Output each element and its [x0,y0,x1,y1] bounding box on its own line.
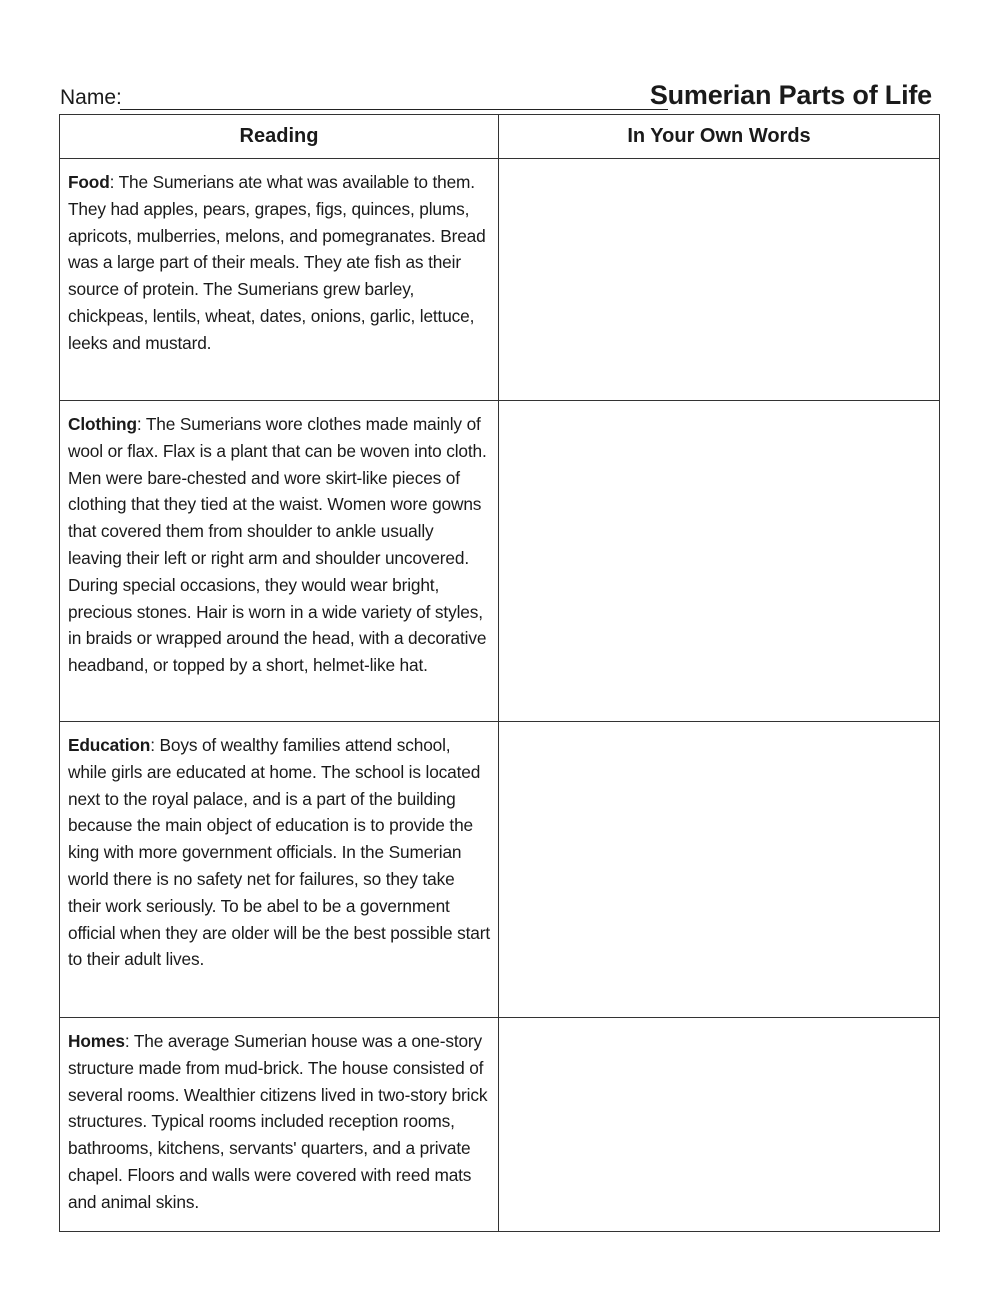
table-header-row [60,115,940,159]
reading-cell-homes [60,1018,499,1232]
reading-text-homes: : The average Sumerian house was a one-story structure made from mud-brick. The house consisted of several rooms. Wealthier citizens lived in two-story brick structures. Typical rooms included reception rooms, bathrooms, kitchens, servants' quarters, and a private chapel. Floors and walls were covered with reed mats and animal skins. [68,1031,488,1212]
worksheet-header [60,78,932,114]
worksheet-title: Sumerian Parts of Life [649,80,932,110]
table-row-education [60,722,940,1018]
answer-field-homes[interactable] [499,1018,939,1231]
name-label: Name: [60,86,122,109]
reading-cell-clothing [60,401,499,722]
topic-label-homes: Homes [68,1031,125,1051]
answer-cell-clothing[interactable] [499,401,940,722]
answer-field-food[interactable] [499,159,939,400]
topic-label-clothing: Clothing [68,414,137,434]
reading-text-education: : Boys of wealthy families attend school, while girls are educated at home. The school is located next to the royal palace, and is a part of the building because the main object of education is to provide the king with more government officials. In the Sumerian world there is no safety net for failures, so they take their work seriously. To be abel to be a government official when they are older will be the best possible start to their adult lives. [68,735,490,970]
column-header-reading: Reading [60,115,499,159]
reading-cell-food [60,159,499,401]
answer-field-education[interactable] [499,722,939,1017]
column-header-own-words: In Your Own Words [499,115,940,159]
reading-text-clothing: : The Sumerians wore clothes made mainly of wool or flax. Flax is a plant that can be woven into cloth. Men were bare-chested and wore skirt-like pieces of clothing that they tied at the waist. Women wore gowns that covered them from shoulder to ankle usually leaving their left or right arm and shoulder uncovered. During special occasions, they would wear bright, precious stones. Hair is worn in a wide variety of styles, in braids or wrapped around the head, with a decorative headband, or topped by a short, helmet-like hat. [68,414,487,676]
answer-cell-food[interactable] [499,159,940,401]
table-row-clothing [60,401,940,722]
table-row-homes [60,1018,940,1232]
answer-cell-education[interactable] [499,722,940,1018]
answer-cell-homes[interactable] [499,1018,940,1232]
name-field[interactable] [120,109,668,110]
worksheet-table [59,114,940,1232]
reading-cell-education [60,722,499,1018]
topic-label-education: Education [68,735,151,755]
topic-label-food: Food [68,172,110,192]
table-row-food [60,159,940,401]
reading-text-food: : The Sumerians ate what was available to them. They had apples, pears, grapes, figs, quinces, plums, apricots, mulberries, melons, and pomegranates. Bread was a large part of their meals. They ate fish as their source of protein. The Sumerians grew barley, chickpeas, lentils, wheat, dates, onions, garlic, lettuce, leeks and mustard. [68,172,486,353]
answer-field-clothing[interactable] [499,401,939,721]
